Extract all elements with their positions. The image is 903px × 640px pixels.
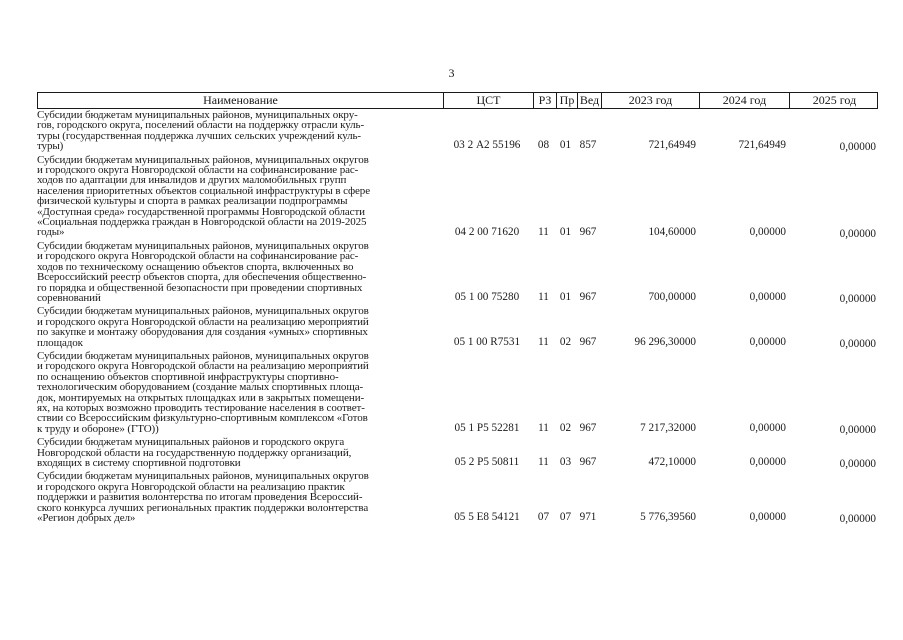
row-name	[37, 109, 442, 154]
row-name-line: гов, городского округа, поселений области на поддержку отрасли куль-	[37, 119, 365, 132]
row-rz: 08	[537, 139, 550, 152]
row-rz: 11	[538, 291, 549, 304]
row-2024: 0,00000	[749, 511, 786, 524]
row-2023: 7 217,32000	[640, 421, 696, 434]
row-name-line: Новгородской области на государственную поддержку организаций,	[37, 446, 352, 459]
row-name	[37, 470, 442, 525]
header-2025: 2025 год	[789, 93, 879, 108]
row-name-line: технологическим оборудованием (создание малых спортивных площа-	[37, 381, 364, 394]
row-name-line: ходов по техническому оснащению объектов спорта, включенных во	[37, 260, 354, 273]
row-2023: 96 296,30000	[634, 335, 696, 348]
table-row	[37, 305, 878, 350]
row-cst: 05 2 Р5 50811	[454, 456, 520, 469]
row-2025: 0,00000	[839, 337, 876, 350]
row-name-line: Всероссийский реестр объектов спорта, для обеспечения общественно-	[37, 271, 367, 284]
row-name-line: «Доступная среда» государственной программы Новгородской области	[37, 205, 365, 218]
row-2024: 0,00000	[749, 291, 786, 304]
row-ved: 971	[579, 511, 597, 524]
row-name	[37, 436, 442, 470]
row-name-line: и городского округа Новгородской области на софинансирование рас-	[37, 164, 359, 177]
table-row	[37, 240, 878, 305]
row-cst: 05 1 Р5 52281	[454, 421, 520, 434]
row-2025: 0,00000	[839, 227, 876, 240]
row-name-line: ходов по адаптации для инвалидов и других маломобильных групп	[37, 174, 347, 187]
page-number: 3	[448, 66, 455, 80]
row-2024: 0,00000	[749, 335, 786, 348]
header-name: Наименование	[203, 93, 278, 107]
row-name-line: Субсидии бюджетам муниципальных районов, муниципальных округов	[37, 153, 369, 166]
row-ved: 967	[579, 225, 597, 238]
row-name-line: Субсидии бюджетам муниципальных районов и городского округа	[37, 436, 345, 449]
table-row	[37, 436, 878, 470]
row-name-line: годы»	[37, 226, 65, 239]
row-name-line: Субсидии бюджетам муниципальных районов, муниципальных округов	[37, 305, 369, 318]
row-name-line: и городского округа Новгородской области на реализацию мероприятий	[37, 315, 369, 328]
row-name-line: Субсидии бюджетам муниципальных районов, муниципальных окру-	[37, 109, 358, 121]
budget-table	[37, 92, 878, 525]
table-body	[37, 109, 878, 525]
row-name-line: Субсидии бюджетам муниципальных районов, муниципальных округов	[37, 349, 369, 362]
row-name	[37, 240, 442, 305]
row-pr: 02	[559, 421, 572, 434]
row-ved: 967	[579, 291, 597, 304]
row-name-line: ского конкурса лучших региональных практик поддержки волонтерства	[37, 501, 369, 514]
row-cst: 05 5 Е8 54121	[454, 511, 520, 524]
row-2024: 0,00000	[749, 456, 786, 469]
row-pr: 01	[559, 225, 572, 238]
row-name-line: площадок	[37, 336, 83, 349]
row-name-line: к труду и обороне» (ГТО))	[37, 422, 159, 435]
row-2023: 104,60000	[648, 225, 696, 238]
row-cst: 03 2 А2 55196	[453, 139, 521, 152]
row-pr: 03	[559, 456, 572, 469]
row-rz: 11	[538, 421, 549, 434]
row-2025: 0,00000	[839, 458, 876, 471]
row-name-line: по оснащению объектов спортивной инфраструктуры спортивно-	[37, 370, 339, 383]
row-ved: 857	[579, 139, 597, 152]
header-ved: Вед	[577, 93, 601, 108]
row-name-line: соревнований	[37, 291, 101, 304]
row-2023: 700,00000	[648, 291, 696, 304]
row-ved: 967	[579, 421, 597, 434]
row-pr: 01	[559, 291, 572, 304]
row-2025: 0,00000	[839, 513, 876, 526]
table-row	[37, 154, 878, 240]
row-name-line: и городского округа Новгородской области на софинансирование рас-	[37, 250, 359, 263]
row-2024: 0,00000	[749, 225, 786, 238]
row-cst: 04 2 00 71620	[454, 225, 520, 238]
row-name-line: физической культуры и спорта в рамках реализации подпрограммы	[37, 195, 348, 208]
row-pr: 01	[559, 139, 572, 152]
row-name-line: туры (государственная поддержка лучших сельских учреждений куль-	[37, 129, 361, 142]
row-2023: 5 776,39560	[640, 511, 696, 524]
row-ved: 967	[579, 456, 597, 469]
row-rz: 11	[538, 456, 549, 469]
row-2023: 472,10000	[648, 456, 696, 469]
row-cst: 05 1 00 R7531	[453, 335, 521, 348]
row-name-line: поддержки и развития волонтерства по итогам проведения Всероссий-	[37, 491, 363, 504]
row-name	[37, 154, 442, 240]
row-name-line: Субсидии бюджетам муниципальных районов, муниципальных округов	[37, 239, 369, 252]
header-rz: РЗ	[533, 93, 556, 108]
row-pr: 02	[559, 335, 572, 348]
row-name-line: ствии со Всероссийским физкультурно-спортивным комплексом «Готов	[37, 412, 368, 425]
table-row	[37, 109, 878, 154]
row-name	[37, 350, 442, 436]
row-name-line: «Социальная поддержка граждан в Новгородской области на 2019-2025	[37, 216, 367, 229]
row-rz: 11	[538, 335, 549, 348]
row-cst: 05 1 00 75280	[454, 291, 520, 304]
row-ved: 967	[579, 335, 597, 348]
row-name-line: населения приоритетных объектов социальной инфраструктуры в сфере	[37, 184, 370, 197]
row-name	[37, 305, 442, 350]
row-name-line: док, монтируемых на открытых площадках или в закрытых помещени-	[37, 391, 365, 404]
row-2025: 0,00000	[839, 141, 876, 154]
row-name-line: Субсидии бюджетам муниципальных районов, муниципальных округов	[37, 470, 369, 483]
row-rz: 07	[537, 511, 550, 524]
header-cst: ЦСТ	[443, 93, 533, 108]
header-pr: Пр	[556, 93, 577, 108]
row-name-line: туры)	[37, 140, 64, 153]
table-row	[37, 350, 878, 436]
row-name-line: и городского округа Новгородской области на реализацию практик	[37, 480, 345, 493]
row-name-line: ях, на которых возможно проводить тестирование населения в соответ-	[37, 401, 365, 414]
row-2024: 0,00000	[749, 421, 786, 434]
row-name-line: го порядка и общественной безопасности при проведении спортивных	[37, 281, 363, 294]
row-2025: 0,00000	[839, 423, 876, 436]
row-name-line: и городского округа Новгородской области на реализацию мероприятий	[37, 360, 369, 373]
header-2023: 2023 год	[601, 93, 699, 108]
row-2024: 721,64949	[738, 139, 786, 152]
header-2024: 2024 год	[699, 93, 789, 108]
table-header	[37, 92, 878, 109]
row-name-line: входящих в систему спортивной подготовки	[37, 457, 241, 469]
row-name-line: по закупке и монтажу оборудования для создания «умных» спортивных	[37, 326, 368, 339]
row-rz: 11	[538, 225, 549, 238]
table-row	[37, 470, 878, 525]
row-name-line: «Регион добрых дел»	[37, 512, 136, 525]
row-pr: 07	[559, 511, 572, 524]
row-2025: 0,00000	[839, 293, 876, 306]
row-2023: 721,64949	[648, 139, 696, 152]
